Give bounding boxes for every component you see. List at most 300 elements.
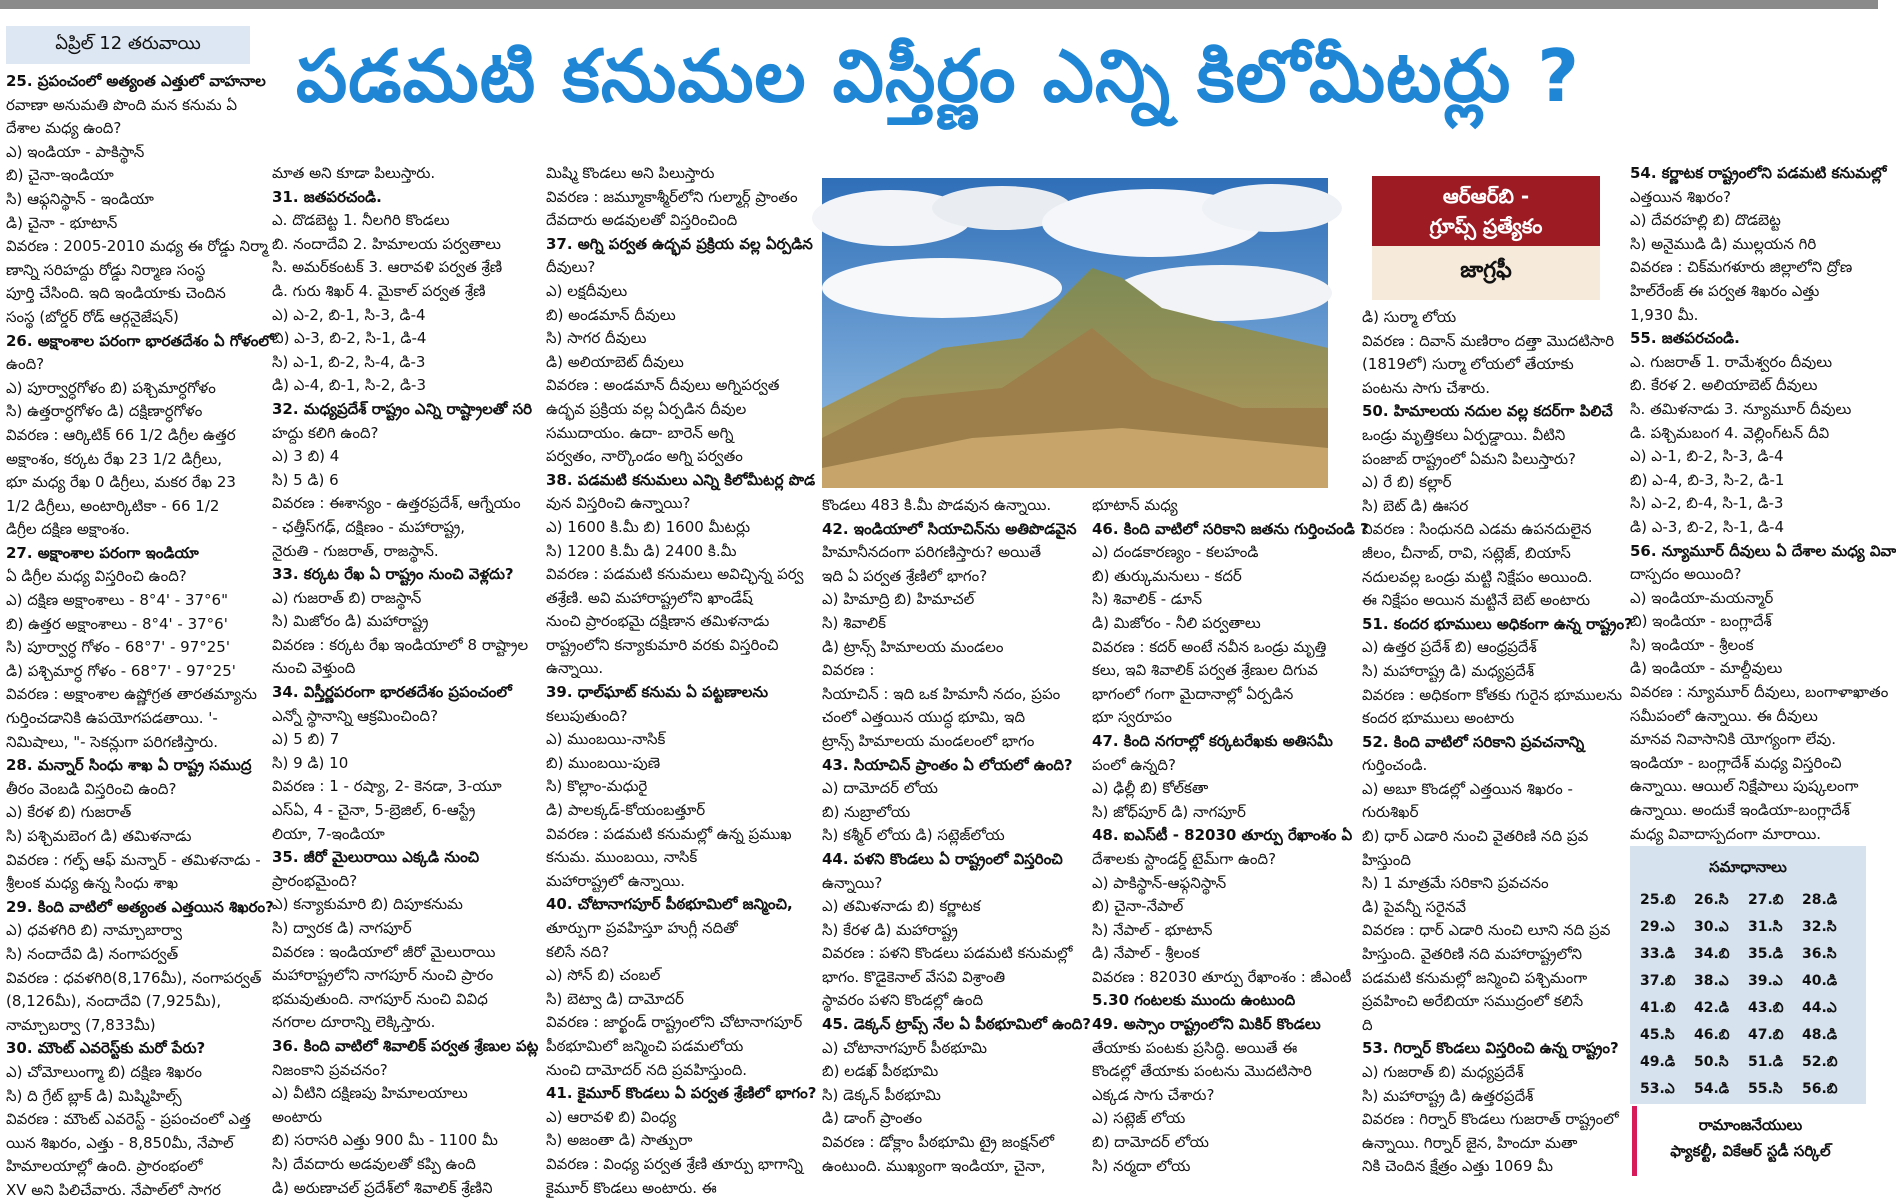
question-line: 47. కింది నగరాల్లో కర్కటరేఖకు అతిసమీ <box>1092 731 1333 750</box>
badge-line-1: ఆర్ఆర్‌బి - <box>1442 184 1530 208</box>
text-line: దేశాల మధ్య ఉంది? <box>6 119 122 138</box>
text-line: డి) పైవన్నీ సరైనవే <box>1362 897 1467 916</box>
question-line: 33. కర్కట రేఖ ఏ రాష్ట్రం నుంచి వెళ్లదు? <box>272 565 514 584</box>
text-line: సి) జోధ్‌పూర్ డి) నాగపూర్ <box>1092 802 1246 821</box>
text-line: ఎ) సోన్ బి) చంబల్ <box>546 966 661 985</box>
answer-item: 37.బి <box>1640 973 1676 989</box>
text-line: ఎ) ఉత్తర ప్రదేశ్ బి) ఆంధ్రప్రదేశ్ <box>1362 638 1537 657</box>
text-line: ఉన్నాయి? <box>822 873 883 892</box>
text-line: నగరాల దూరాన్ని లెక్కిస్తారు. <box>272 1013 436 1032</box>
question-line: 37. అగ్ని పర్వత ఉద్భవ ప్రక్రియ వల్ల ఏర్పడిన <box>546 234 813 253</box>
question-line: 55. జతపరచండి. <box>1630 329 1740 348</box>
question-line: 49. అస్సాం రాష్ట్రంలోని మికిర్ కొండలు <box>1092 1015 1321 1034</box>
text-line: బి) ఉత్తర అక్షాంశాలు - 8°4' - 37°6' <box>6 614 228 633</box>
text-line: వివరణ : 82030 తూర్పు రేఖాంశం : జీఎంటీ <box>1092 967 1352 986</box>
text-line: వివరణ : గిర్నార్ కొండలు గుజరాత్ రాష్ట్రంలో <box>1362 1110 1619 1129</box>
column-2 <box>272 162 542 1197</box>
text-line: సి) బెట్వా డి) దామోదర్ <box>546 989 684 1008</box>
text-line: ట్రాన్స్ హిమాలయ మండలంలో భాగం <box>822 731 1035 750</box>
text-line: ఎ) దక్షిణ అక్షాంశాలు - 8°4' - 37°6" <box>6 591 229 610</box>
answer-item: 30.ఎ <box>1694 919 1729 935</box>
column-6 <box>1362 306 1633 1180</box>
text-line: ఉన్నాయి. ఆయిల్ నిక్షేపాలు పుష్కలంగా <box>1630 777 1859 796</box>
text-line: బి. నందాదేవి 2. హిమాలయ పర్వతాలు <box>272 234 501 253</box>
text-line: సి) 5 డి) 6 <box>272 470 339 489</box>
text-line: ఎ) ఎ-1, బి-2, సి-3, డి-4 <box>1630 447 1784 466</box>
text-line: ఎ) ఎ-2, బి-1, సి-3, డి-4 <box>272 305 426 324</box>
text-line: ఎ) ముంబయి-నాసిక్ <box>546 730 666 749</box>
text-line: ఎ) ఇండియా-మయన్మార్ <box>1630 588 1774 607</box>
text-line: ఎ) సట్లెజ్ లోయ <box>1092 1109 1186 1128</box>
text-line: సి) డెక్కన్ పీఠభూమి <box>822 1085 941 1104</box>
question-line: 46. కింది వాటిలో సరికాని జతను గుర్తించండి ? <box>1092 519 1369 538</box>
text-line: చంలో ఎత్తయిన యుద్ధ భూమి, ఇది <box>822 708 1026 727</box>
answer-item: 55.సి <box>1748 1081 1783 1097</box>
text-line: బి) ధార్ ఎడారి నుంచి వైతరిణి నది ప్రవ <box>1362 827 1589 846</box>
answer-item: 25.బి <box>1640 892 1676 908</box>
text-line: గురుశిఖర్ <box>1362 803 1419 822</box>
text-line: వివరణ : 1 - రష్యా, 2- కెనడా, 3-యూ <box>272 777 502 796</box>
text-line: వివరణ : ఇండియాలో జీరో మైలురాయి <box>272 942 496 961</box>
text-line: ఇది ఏ పర్వత శ్రేణిలో భాగం? <box>822 566 988 585</box>
text-line: వివరణ : కదర్ అంటే నవీన ఒండ్రు మృత్తి <box>1092 637 1327 656</box>
text-line: ప్రారంభమైంది? <box>272 871 358 890</box>
text-line: ణాన్ని సరిహద్దు రోడ్డు నిర్మాణ సంస్థ <box>6 260 206 279</box>
text-line: ఎ) 5 బి) 7 <box>272 730 340 749</box>
question-line: 43. సియాచిన్ ప్రాంతం ఏ లోయలో ఉంది? <box>822 755 1073 774</box>
text-line: (8,126మీ), నందాదేవి (7,925మీ), <box>6 992 222 1011</box>
text-line: సి) 9 డి) 10 <box>272 753 349 772</box>
answer-key-title: సమాధానాలు <box>1709 858 1787 876</box>
text-line: కందర భూములు అంటారు <box>1362 709 1515 728</box>
text-line: పడమటి కనుమల్లో జన్మించి పశ్చిమంగా <box>1362 968 1588 987</box>
text-line: రాష్ట్రంలోని కన్యాకుమారి వరకు విస్తరించి <box>546 635 779 654</box>
text-line: నిమిషాలు, "- సెకన్లుగా పరిగణిస్తారు. <box>6 732 218 751</box>
text-line: దేవదారు అడవులతో విస్తరించింది <box>546 211 738 230</box>
question-line: 36. కింది వాటిలో శివాలిక్ పర్వత శ్రేణుల పట్ల <box>272 1036 539 1055</box>
text-line: ప్రవహించి అరేబియా సముద్రంలో కలిసే <box>1362 992 1584 1011</box>
answer-item: 33.డి <box>1640 946 1676 962</box>
answer-grid <box>1630 884 1866 1108</box>
badge-line-2: గ్రూప్స్ ప్రత్యేకం <box>1429 214 1543 238</box>
author-role: ఫ్యాకల్టీ, వికేఆర్ స్టడీ సర్కిల్ <box>1670 1142 1831 1160</box>
question-line: 29. కింది వాటిలో అత్యంత ఎత్తయిన శిఖరం? <box>6 897 274 916</box>
text-line: భాగంలో గంగా మైదానాల్లో ఏర్పడిన <box>1092 684 1294 703</box>
text-line: - ఛత్తీస్‌గఢ్, దక్షిణం - మహారాష్ట్ర, <box>272 517 466 536</box>
text-line: మహారాష్ట్రలో ఉన్నాయి. <box>546 871 686 890</box>
text-line: వివరణ : గల్ఫ్ ఆఫ్ మన్నార్ - తమిళనాడు - <box>6 850 261 869</box>
question-line: 51. కందర భూములు అధికంగా ఉన్న రాష్ట్రం? <box>1362 614 1633 633</box>
answer-item: 43.బి <box>1748 1000 1784 1016</box>
text-line: సంస్థ (బోర్డర్ రోడ్ ఆర్గనైజేషన్) <box>6 307 179 326</box>
answer-item: 31.సి <box>1748 919 1783 935</box>
question-line: 32. మధ్యప్రదేశ్ రాష్ట్రం ఎన్ని రాష్ట్రాలతో సరి <box>272 399 533 418</box>
text-line: బి) ఎ-3, బి-2, సి-1, డి-4 <box>272 329 427 348</box>
text-line: సమీపంలో ఉన్నాయి. ఈ దీవులు <box>1630 706 1818 725</box>
text-line: మానవ నివాసానికి యోగ్యంగా లేవు. <box>1630 730 1836 749</box>
column-5 <box>1092 494 1369 1180</box>
answer-item: 45.సి <box>1640 1027 1675 1043</box>
text-line: సి) శివాలిక్ - డూన్ <box>1092 590 1203 609</box>
text-line: వివరణ : దివాన్ మణిరాం దత్తా మొదటిసారి <box>1362 331 1615 350</box>
text-line: బి) నుబ్రాలోయ <box>822 802 911 821</box>
question-line: 30. మౌంట్ ఎవరెస్ట్‌కు మరో పేరు? <box>6 1039 206 1058</box>
text-line: నామ్చాబర్వా (7,833మీ) <box>6 1015 156 1034</box>
text-line: డి) అరుణాచల్ ప్రదేశ్‌లో శివాలిక్ శ్రేణిని <box>272 1178 493 1197</box>
text-line: సి) నేపాల్ - భూటాన్ <box>1092 920 1213 939</box>
text-line: మధ్య వివాదాస్పదంగా మారాయి. <box>1630 824 1822 843</box>
question-line: 54. కర్ణాటక రాష్ట్రంలోని పడమటి కనుమల్లో <box>1630 164 1887 182</box>
answer-item: 46.బి <box>1694 1027 1730 1043</box>
text-line: దాస్పదం అయింది? <box>1630 565 1742 584</box>
text-line: ఉద్భవ ప్రక్రియ వల్ల ఏర్పడిన దీవుల <box>546 399 747 418</box>
text-line: సి) 1200 కి.మీ డి) 2400 కి.మీ <box>546 541 737 560</box>
text-line: కలిసే నది? <box>546 942 610 961</box>
text-line: సి) ఉత్తరార్ధగోళం డి) దక్షిణార్ధగోళం <box>6 402 203 421</box>
question-line: 42. ఇండియాలో సియాచిన్‌ను అతిపొడవైన <box>822 519 1077 538</box>
text-line: హిస్తుంది. వైతరిణి నది మహారాష్ట్రలోని <box>1362 945 1583 964</box>
text-line: నికి చెందిన క్షేత్రం ఎత్తు 1069 మీ <box>1362 1157 1554 1176</box>
text-line: గుర్తించడానికి ఉపయోగపడతాయి. '- <box>6 709 218 728</box>
question-line: 56. న్యూమూర్ దీవులు ఏ దేశాల మధ్య వివా <box>1630 541 1896 560</box>
text-line: XV అని పిలిచేవారు. నేపాల్‌లో సాగర <box>6 1180 221 1199</box>
text-line: మాత అని కూడా పిలుస్తారు. <box>272 164 436 182</box>
text-line: వివరణ : ఆర్కిటిక్ 66 1/2 డిగ్రీల ఉత్తర <box>6 425 236 444</box>
text-line: వివరణ : మౌంట్ ఎవరెస్ట్ - ప్రపంచంలో ఎత్త <box>6 1110 251 1129</box>
column-7 <box>1630 162 1896 843</box>
text-line: సి) అనైముడి డి) ముల్లయన గిరి <box>1630 234 1817 253</box>
text-line: నిజంకాని ప్రవచనం? <box>272 1060 388 1079</box>
text-line: ఎ) రే బి) కల్లార్ <box>1362 473 1452 492</box>
text-line: ఎ) దేవరహల్లి బి) దొడబెట్ట <box>1630 211 1781 230</box>
text-line: నుంచి ప్రారంభమై దక్షిణాన తమిళనాడు <box>546 612 770 631</box>
text-line: ఎ) పూర్వార్ధగోళం బి) పశ్చిమార్ధగోళం <box>6 378 216 397</box>
text-line: తేయాకు పంటకు ప్రసిద్ధి. అయితే ఈ <box>1092 1038 1298 1057</box>
text-line: ఏ డిగ్రీల మధ్య విస్తరించి ఉంది? <box>6 567 187 586</box>
text-line: కైమూర్ కొండలు అంటారు. ఈ <box>546 1178 717 1197</box>
text-line: సి) పూర్వార్ధ గోళం - 68°7' - 97°25' <box>6 638 230 657</box>
answer-item: 50.సి <box>1694 1054 1729 1070</box>
text-line: వివరణ : <box>822 661 875 680</box>
text-line: ఎ) లక్షదీవులు <box>546 281 628 300</box>
top-rule <box>0 0 1878 9</box>
series-badge <box>1372 176 1600 300</box>
text-line: కొండల్లో తేయాకు పంటను మొదటిసారి <box>1092 1062 1312 1081</box>
text-line: వివరణ : చిక్‌మగళూరు జిల్లాలోని ద్రోణ <box>1630 258 1853 277</box>
text-line: ఎ) ఆరావళి బి) వింధ్య <box>546 1107 677 1126</box>
answer-item: 35.డి <box>1748 946 1784 962</box>
text-line: తశ్రేణి. అవి మహారాష్ట్రలోని ఖాండేష్ <box>546 588 753 607</box>
text-line: దీవులు? <box>546 258 596 277</box>
text-line: హిస్తుంది <box>1362 850 1411 869</box>
text-line: కొండలు 483 కి.మీ పొడవున ఉన్నాయి. <box>822 496 1052 514</box>
author-name: రామాంజనేయులు <box>1698 1116 1803 1134</box>
text-line: వివరణ : ధార్ ఎడారి నుంచి లూని నది ప్రవ <box>1362 921 1611 940</box>
question-line: 28. మన్నార్ సింధు శాఖ ఏ రాష్ట్ర సముద్ర <box>6 756 252 775</box>
text-line: సి. అమర్‌కంటక్ 3. ఆరావళి పర్వత శ్రేణి <box>272 258 503 277</box>
question-line: 34. విస్తీర్ణపరంగా భారతదేశం ప్రపంచంలో <box>272 683 512 702</box>
page-title: పడమటి కనుమల విస్తీర్ణం ఎన్ని కిలోమీటర్లు ? <box>296 34 1581 118</box>
text-line: బి) అండమాన్ దీవులు <box>546 305 676 324</box>
text-line: సి) ద్వారక డి) నాగపూర్ <box>272 919 412 937</box>
text-line: సి) కేరళ డి) మహారాష్ట్ర <box>822 920 958 939</box>
column-4 <box>822 494 1092 1180</box>
text-line: మిష్మి కొండలు అని పిలుస్తారు <box>546 164 715 182</box>
question-line: 39. ధాల్‌ఘాట్ కనుమ ఏ పట్టణాలను <box>546 683 769 702</box>
text-line: ఎ) దండకారణ్యం - కలహండి <box>1092 543 1259 562</box>
text-line: సి) దేవదారు అడవులతో కప్పి ఉంది <box>272 1154 476 1173</box>
answer-item: 41.బి <box>1640 1000 1676 1016</box>
text-line: వివరణ : అక్షాంశాల ఉష్ణోగ్రత తారతమ్యాను <box>6 685 257 704</box>
text-line: రవాణా అనుమతి పొంది మన కనుమ ఏ <box>6 95 238 114</box>
text-line: భూటాన్ మధ్య <box>1092 496 1178 514</box>
text-line: వివరణ : ధవళగిరి(8,176మీ), నంగాపర్వత్ <box>6 968 262 987</box>
text-line: సి) ఎ-1, బి-2, సి-4, డి-3 <box>272 352 426 371</box>
text-line: సి. తమిళనాడు 3. న్యూమూర్ దీవులు <box>1630 399 1852 418</box>
text-line: డి) ట్రాన్స్ హిమాలయ మండలం <box>822 637 1004 656</box>
text-line: మహారాష్ట్రలోని నాగపూర్ నుంచి ప్రారం <box>272 966 494 985</box>
answer-item: 26.సి <box>1694 892 1729 908</box>
question-line: 45. డెక్కన్ ట్రాప్స్ నేల ఏ పీఠభూమిలో ఉంది? <box>822 1015 1092 1034</box>
text-line: ఎ. దొడబెట్ట 1. నీలగిరి కొండలు <box>272 211 450 230</box>
text-line: డి) సుర్మా లోయ <box>1362 308 1457 326</box>
text-line: యిన శిఖరం, ఎత్తు - 8,850మీ, నేపాల్ <box>6 1133 234 1152</box>
text-line: సి) ది గ్రేట్ బ్లాక్ డి) మిష్మిహిల్స్ <box>6 1086 182 1105</box>
text-line: ఎ) గుజరాత్ బి) మధ్యప్రదేశ్ <box>1362 1063 1524 1081</box>
text-line: వివరణ : కర్కట రేఖ ఇండియాలో 8 రాష్ట్రాల <box>272 635 529 654</box>
question-line: 52. కింది వాటిలో సరికాని ప్రవచనాన్ని <box>1362 732 1585 751</box>
text-line: అక్షాంశం, కర్కట రేఖ 23 1/2 డిగ్రీలు, <box>6 449 222 468</box>
text-line: సి) 1 మాత్రమే సరికాని ప్రవచనం <box>1362 874 1549 893</box>
text-line: పంటను సాగు చేశారు. <box>1362 378 1490 397</box>
question-line: 53. గిర్నార్ కొండలు విస్తరించి ఉన్న రాష్ట్రం? <box>1362 1039 1619 1058</box>
text-line: వివరణ : ఈశాన్యం - ఉత్తరప్రదేశ్, ఆగ్నేయం <box>272 494 521 513</box>
text-line: స్థావరం పళని కొండల్లో ఉంది <box>822 991 984 1010</box>
text-line: బి) చైనా-నేపాల్ <box>1092 897 1184 916</box>
author-credit <box>1632 1106 1864 1176</box>
text-line: అంటారు <box>272 1107 323 1126</box>
text-line: డి) చైనా - భూటాన్ <box>6 213 118 232</box>
text-line: ఎ) 3 బి) 4 <box>272 447 340 466</box>
text-line: సి) నందాదేవి డి) నంగాపర్వత్ <box>6 944 179 963</box>
date-label: ఏప్రిల్ 12 తరువాయి <box>6 26 250 64</box>
text-line: పర్వతం, నార్కొండం అగ్ని పర్వతం <box>546 447 743 466</box>
text-line: ఎ) దామోదర్ లోయ <box>822 779 938 798</box>
text-line: డి) పశ్చిమార్ధ గోళం - 68°7' - 97°25' <box>6 661 236 680</box>
text-line: వివరణ : పడమటి కనుమలు అవిచ్ఛిన్న పర్వ <box>546 565 804 584</box>
text-line: ఈ నిక్షేపం అయిన మట్టినే బెట్ అంటారు <box>1362 591 1591 610</box>
text-line: సి) బెట్ డి) ఊసర <box>1362 496 1469 515</box>
text-line: వివరణ : అండమాన్ దీవులు అగ్నిపర్వత <box>546 376 780 395</box>
question-line: 44. పళని కొండలు ఏ రాష్ట్రంలో విస్తరించి <box>822 849 1063 868</box>
text-line: డి) ఎ-3, బి-2, సి-1, డి-4 <box>1630 517 1785 536</box>
answer-item: 40.డి <box>1802 973 1838 989</box>
text-line: వివరణ : పళని కొండలు పడమటి కనుమల్లో <box>822 944 1073 963</box>
text-line: ఎత్తయిన శిఖరం? <box>1630 187 1731 206</box>
text-line: భమవుతుంది. నాగపూర్ నుంచి వివిధ <box>272 989 488 1008</box>
text-line: సి) కొల్లాం-మధురై <box>546 777 648 796</box>
text-line: 1,930 మీ. <box>1630 305 1699 324</box>
question-line: 5.30 గంటలకు ముందు ఉంటుంది <box>1092 991 1296 1010</box>
text-line: ఎ. గుజరాత్ 1. రామేశ్వరం దీవులు <box>1630 352 1833 371</box>
text-line: తీరం వెంబడి విస్తరించి ఉంది? <box>6 779 177 798</box>
text-line: వివరణ : జార్ఖండ్ రాష్ట్రంలోని చోటానాగపూర్ <box>546 1013 803 1032</box>
text-line: ఎ) ధవళగిరి బి) నామ్చాబార్వా <box>6 921 183 940</box>
text-line: వివరణ : న్యూమూర్ దీవులు, బంగాళాఖాతం <box>1630 683 1889 702</box>
question-line: 35. జీరో మైలురాయి ఎక్కడి నుంచి <box>272 848 480 867</box>
text-line: భూ మధ్య రేఖ 0 డిగ్రీలు, మకర రేఖ 23 <box>6 473 236 492</box>
answer-item: 44.ఎ <box>1802 1000 1837 1016</box>
text-line: పీఠభూమిలో జన్మించి పడమలోయ <box>546 1036 744 1055</box>
text-line: వివరణ : సింధునది ఎడమ ఉపనదులైన <box>1362 520 1592 539</box>
question-line: 40. చోటానాగపూర్ పీఠభూమిలో జన్మించి, <box>546 895 793 914</box>
text-line: ఒండ్రు మృత్తికలు ఏర్పడ్డాయి. వీటిని <box>1362 425 1566 444</box>
answer-item: 27.బి <box>1748 892 1784 908</box>
text-line: లియా, 7-ఇండియా <box>272 824 385 843</box>
text-line: వివరణ : అధికంగా కోతకు గురైన భూములను <box>1362 685 1623 704</box>
text-line: వివరణ : 2005-2010 మధ్య ఈ రోడ్డు నిర్మా <box>6 237 268 256</box>
answer-item: 47.బి <box>1748 1027 1784 1043</box>
question-line: 27. అక్షాంశాల పరంగా ఇండియా <box>6 543 199 562</box>
text-line: (1819లో) సుర్మా లోయలో తేయాకు <box>1362 355 1574 374</box>
text-line: డి) ఇండియా - మాల్దీవులు <box>1630 659 1783 678</box>
text-line: ఎక్కడ సాగు చేశారు? <box>1092 1085 1215 1104</box>
text-line: శ్రీలంక మధ్య ఉన్న సింధు శాఖ <box>6 874 179 893</box>
text-line: హద్దు కలిగి ఉంది? <box>272 423 379 442</box>
text-line: బి) తుర్కుమనులు - కదర్ <box>1092 566 1242 585</box>
text-line: సియాచిన్ : ఇది ఒక హిమానీ నదం, ప్రపం <box>822 684 1061 703</box>
text-line: ఎస్ఏ, 4 - చైనా, 5-బ్రెజిల్, 6-ఆస్ట్రే <box>272 801 476 820</box>
text-line: సి) ఎ-2, బి-4, సి-1, డి-3 <box>1630 494 1784 513</box>
text-line: బి) దామోదర్ లోయ <box>1092 1133 1209 1152</box>
text-line: సి) మహారాష్ట్ర డి) ఉత్తరప్రదేశ్ <box>1362 1086 1534 1105</box>
text-line: బి) ఎ-4, బి-3, సి-2, డి-1 <box>1630 470 1785 489</box>
text-line: డి) పాలక్కడ్-కోయంబత్తూర్ <box>546 801 706 820</box>
text-line: డి. గురు శిఖర్ 4. మైకాల్ పర్వత శ్రేణి <box>272 281 486 300</box>
answer-item: 39.ఎ <box>1748 973 1783 989</box>
question-line: 41. కైమూర్ కొండలు ఏ పర్వత శ్రేణిలో భాగం? <box>546 1084 817 1103</box>
text-line: నైరుతి - గుజరాత్, రాజస్థాన్. <box>272 541 439 560</box>
answer-item: 32.సి <box>1802 919 1837 935</box>
text-line: కలుపుతుంది? <box>546 706 628 725</box>
text-line: బి) ముంబయి-పుణె <box>546 753 661 772</box>
text-line: కలు, ఇవి శివాలిక్ పర్వత శ్రేణుల దిగువ <box>1092 661 1318 680</box>
text-line: డిగ్రీల దక్షిణ అక్షాంశం. <box>6 520 130 539</box>
text-line: ఎ) గుజరాత్ బి) రాజస్థాన్ <box>272 588 422 607</box>
text-line: ఎ) చోటానాగపూర్ పీఠభూమి <box>822 1038 988 1057</box>
answer-item: 52.బి <box>1802 1054 1838 1070</box>
text-line: నదులవల్ల ఒండ్రు మట్టి నిక్షేపం అయింది. <box>1362 567 1593 586</box>
answer-item: 48.డి <box>1802 1027 1838 1043</box>
text-line: వున విస్తరించి ఉన్నాయి? <box>546 494 691 513</box>
column-3 <box>546 162 817 1197</box>
question-line: 25. ప్రపంచంలో అత్యంత ఎత్తులో వాహనాల <box>6 72 266 90</box>
text-line: సి) కశ్మీర్ లోయ డి) సట్లెజ్‌లోయ <box>822 826 1005 845</box>
subject-label: జాగ్రఫీ <box>1460 258 1512 283</box>
text-line: గుర్తించండి. <box>1362 756 1428 775</box>
text-line: ఉన్నాయి. గిర్నార్ జైన, హిందూ మతా <box>1362 1133 1578 1152</box>
text-line: డి) ఎ-4, బి-1, సి-2, డి-3 <box>272 376 427 395</box>
answer-item: 34.బి <box>1694 946 1730 962</box>
text-line: సి) మహారాష్ట్ర డి) మధ్యప్రదేశ్ <box>1362 661 1535 680</box>
text-line: సి) ఇండియా - శ్రీలంక <box>1630 635 1754 654</box>
text-line: సముదాయం. ఉదా- బారెన్ అగ్ని <box>546 423 734 442</box>
text-line: ఉన్నాయి. అందుకే ఇండియా-బంగ్లాదేశ్ <box>1630 801 1850 820</box>
text-line: ఉన్నాయి. <box>546 659 604 678</box>
text-line: పూర్తి చేసింది. ఇది ఇండియాకు చెందిన <box>6 284 226 303</box>
text-line: డి) అలియాబెట్ దీవులు <box>546 352 684 371</box>
text-line: ఎ) చోమోలుంగ్మా బి) దక్షిణ శిఖరం <box>6 1062 203 1081</box>
text-line: దేశాలకు స్టాండర్డ్ టైమ్‌గా ఉంది? <box>1092 849 1277 868</box>
answer-item: 36.సి <box>1802 946 1837 962</box>
text-line: ఉంటుంది. ముఖ్యంగా ఇండియా, చైనా, <box>822 1156 1046 1175</box>
answer-item: 29.ఎ <box>1640 919 1675 935</box>
question-line: 38. పడమటి కనుమలు ఎన్ని కిలోమీటర్ల పొడ <box>546 470 816 489</box>
text-line: బి) చైనా-ఇండియా <box>6 166 114 185</box>
text-line: ఎన్నో స్థానాన్ని ఆక్రమించింది? <box>272 706 439 725</box>
text-line: బి. కేరళ 2. అలియాబెట్ దీవులు <box>1630 376 1818 395</box>
text-line: ఎ) ఇండియా - పాకిస్థాన్ <box>6 142 145 161</box>
text-line: ఎ) కన్యాకుమారి బి) దిపూకనుమ <box>272 895 463 914</box>
text-line: హిమాలయాల్లో ఉంది. ప్రారంభంలో <box>6 1157 203 1176</box>
question-line: 50. హిమాలయ నదుల వల్ల కదర్‌గా పిలిచే <box>1362 402 1613 421</box>
text-line: సి) సాగర దీవులు <box>546 329 647 348</box>
text-line: కనుమ. ముంబయి, నాసిక్ <box>546 848 698 867</box>
text-line: ఎ) వీటిని దక్షిణపు హిమాలయాలు <box>272 1084 468 1103</box>
answer-item: 54.డి <box>1694 1081 1730 1097</box>
text-line: ఎ) తమిళనాడు బి) కర్ణాటక <box>822 897 981 916</box>
text-line: ఎ) పాకిస్థాన్-ఆఫ్గనిస్థాన్ <box>1092 873 1227 892</box>
text-line: 1/2 డిగ్రీలు, అంటార్కిటికా - 66 1/2 <box>6 496 220 515</box>
text-line: సి) పశ్చిమబెంగ డి) తమిళనాడు <box>6 827 192 845</box>
text-line: సి) అజంతా డి) సాత్పురా <box>546 1131 693 1150</box>
question-line: 48. ఐఎస్‌టీ - 82030 తూర్పు రేఖాంశం ఏ <box>1092 826 1353 845</box>
text-line: డి) నేపాల్ - శ్రీలంక <box>1092 944 1200 963</box>
text-line: హిల్‌రేంజ్ ఈ పర్వత శిఖరం ఎత్తు <box>1630 281 1820 300</box>
answer-item: 49.డి <box>1640 1054 1676 1070</box>
text-line: బి) సరాసరి ఎత్తు 900 మీ - 1100 మీ <box>272 1131 498 1150</box>
text-line: సి) నర్మదా లోయ <box>1092 1156 1191 1175</box>
text-line: ఎ) హిమాద్రి బి) హిమాచల్ <box>822 590 975 609</box>
text-line: సి) ఆఫ్గనిస్థాన్ - ఇండియా <box>6 189 154 208</box>
text-line: ఉంది? <box>6 355 45 374</box>
text-line: హిమానీనదంగా పరిగణిస్తారు? అయితే <box>822 543 1042 562</box>
mountain-photo <box>822 178 1328 488</box>
text-line: నుంచి వెళ్తుంది <box>272 659 356 678</box>
text-line: బి) ఇండియా - బంగ్లాదేశ్ <box>1630 612 1772 631</box>
text-line: డి. పశ్చిమబంగ 4. వెల్లింగ్‌టన్ దీవి <box>1630 423 1830 442</box>
answer-item: 38.ఎ <box>1694 973 1729 989</box>
text-line: డి) డాంగ్ ప్రాంతం <box>822 1109 923 1128</box>
text-line: సి) శివాలిక్ <box>822 613 886 632</box>
text-line: తూర్పుగా ప్రవహిస్తూ హుగ్లీ నదితో <box>546 919 738 937</box>
answer-item: 42.డి <box>1694 1000 1730 1016</box>
text-line: ది <box>1362 1015 1373 1034</box>
text-line: డి) మిజోరం - నీలి పర్వతాలు <box>1092 613 1261 632</box>
answer-key <box>1630 846 1866 1130</box>
text-line: ఎ) ఢిల్లీ బి) కోల్‌కతా <box>1092 779 1209 798</box>
answer-item: 53.ఎ <box>1640 1081 1675 1097</box>
text-line: వివరణ : డోక్లాం పీఠభూమి ట్రై జంక్షన్‌లో <box>822 1133 1055 1152</box>
text-line: ఎ) అబూ కొండల్లో ఎత్తయిన శిఖరం - <box>1362 779 1573 798</box>
column-1 <box>6 70 274 1199</box>
text-line: భూ స్వరూపం <box>1092 708 1172 727</box>
text-line: బి) లడఖ్ పీఠభూమి <box>822 1062 939 1081</box>
question-line: 31. జతపరచండి. <box>272 187 382 206</box>
text-line: భాగం. కొడైకెనాల్ వేసవి విశ్రాంతి <box>822 967 1006 986</box>
answer-item: 56.బి <box>1802 1081 1838 1097</box>
text-line: జీలం, చీనాబ్, రావి, సట్లెజ్, బియాస్ <box>1362 543 1571 562</box>
